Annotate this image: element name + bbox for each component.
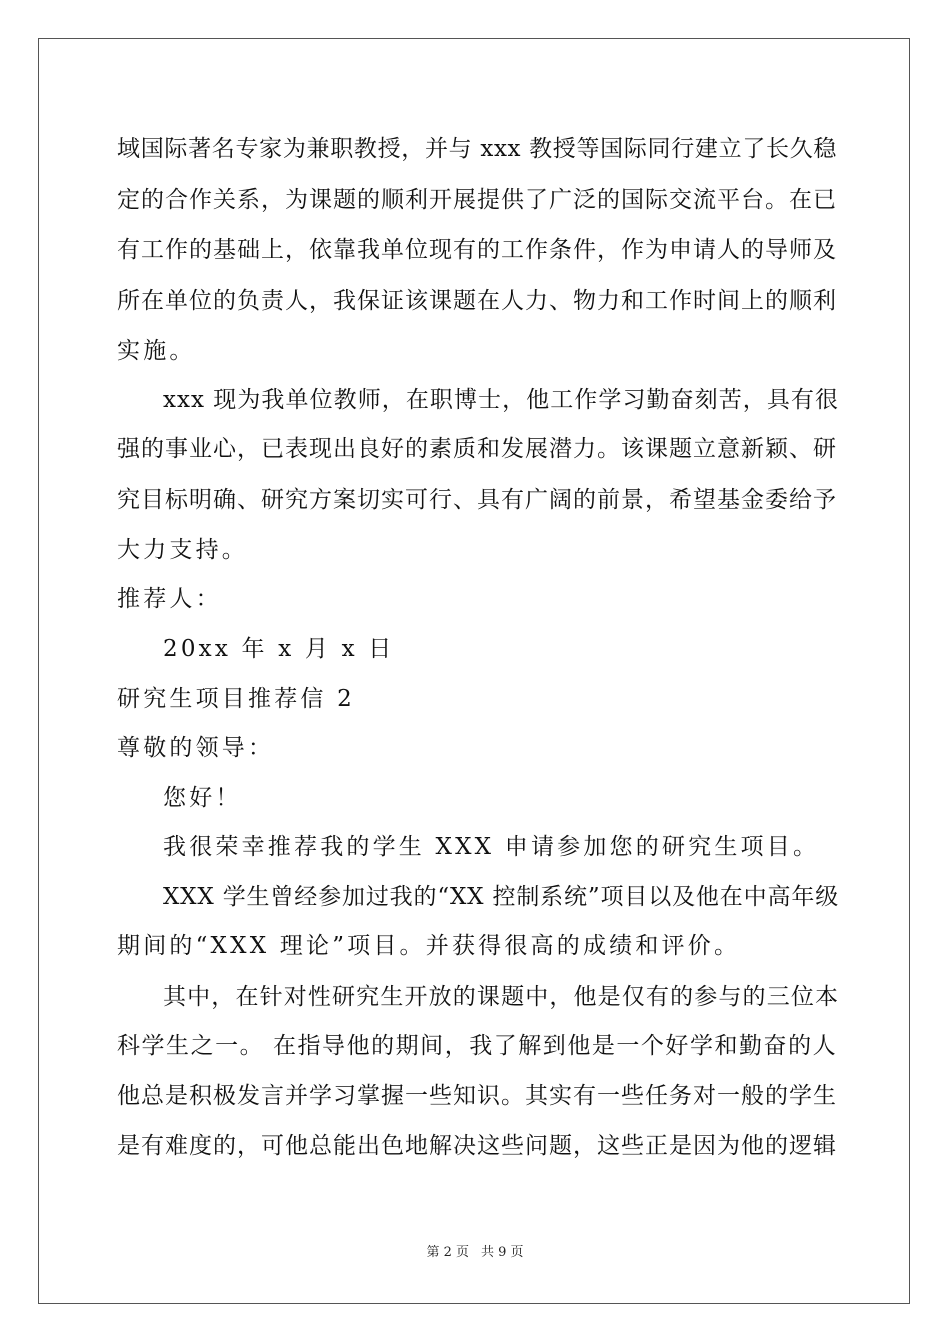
paragraph-line: 定的合作关系，为课题的顺利开展提供了广泛的国际交流平台。在已: [117, 187, 837, 213]
paragraph-line: 强的事业心，已表现出良好的素质和发展潜力。该课题立意新颖、研: [117, 436, 837, 462]
recommender-label: 推荐人：: [117, 586, 222, 612]
paragraph-line: 其中，在针对性研究生开放的课题中，他是仅有的参与的三位本: [163, 984, 839, 1010]
date-line: 20xx 年 x 月 x 日: [163, 636, 395, 662]
paragraph-line: xxx 现为我单位教师，在职博士，他工作学习勤奋刻苦，具有很: [163, 387, 839, 413]
paragraph-line: 他总是积极发言并学习掌握一些知识。其实有一些任务对一般的学生: [117, 1083, 837, 1109]
paragraph-line: 域国际著名专家为兼职教授，并与 xxx 教授等国际同行建立了长久稳: [117, 136, 837, 162]
page-number: 第 2 页: [426, 1245, 469, 1260]
paragraph-line: 科学生之一。 在指导他的期间，我了解到他是一个好学和勤奋的人: [117, 1033, 837, 1059]
paragraph-line: 大力支持。: [117, 537, 248, 563]
paragraph-line: 有工作的基础上，依靠我单位现有的工作条件，作为申请人的导师及: [117, 237, 837, 263]
paragraph-line: 所在单位的负责人，我保证该课题在人力、物力和工作时间上的顺利: [117, 288, 837, 314]
salutation: 尊敬的领导：: [117, 735, 275, 761]
section-title: 研究生项目推荐信 2: [117, 686, 355, 712]
paragraph-line: 是有难度的，可他总能出色地解决这些问题，这些正是因为他的逻辑: [117, 1133, 837, 1159]
paragraph-line: 期间的“XXX 理论”项目。并获得很高的成绩和评价。: [117, 933, 741, 959]
paragraph-line: XXX 学生曾经参加过我的“XX 控制系统”项目以及他在中高年级: [163, 884, 839, 910]
paragraph-line: 我很荣幸推荐我的学生 XXX 申请参加您的研究生项目。: [163, 834, 820, 860]
paragraph-line: 究目标明确、研究方案切实可行、具有广阔的前景，希望基金委给予: [117, 487, 837, 513]
greeting: 您好！: [163, 785, 242, 811]
page-footer: [0, 1245, 950, 1261]
paragraph-line: 实施。: [117, 338, 196, 364]
page-border: [38, 38, 910, 1304]
page-total: 共 9 页: [481, 1245, 524, 1260]
